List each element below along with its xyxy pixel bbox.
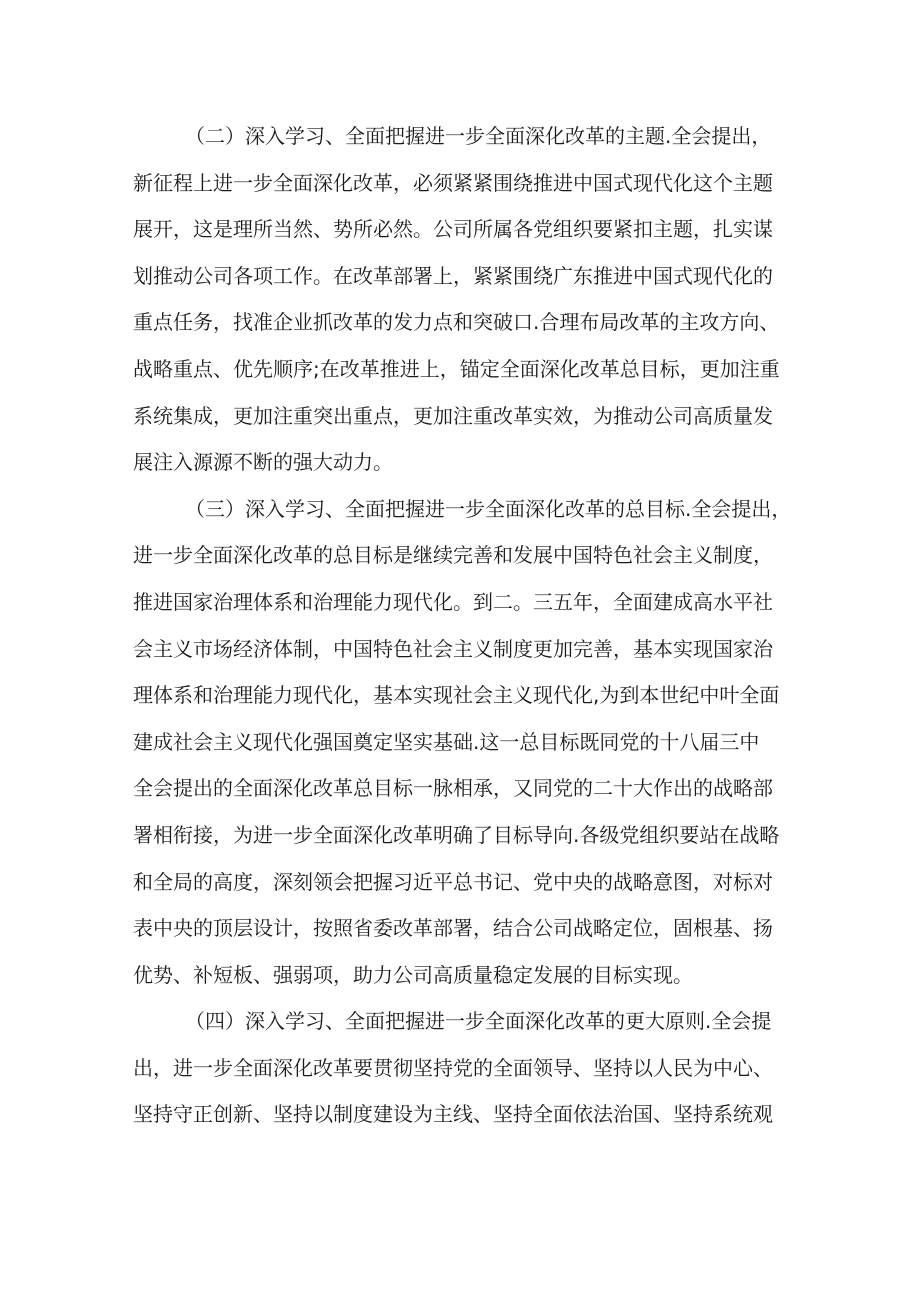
- paragraph-line: 坚持守正创新、坚持以制度建设为主线、坚持全面依法治国、坚持系统观: [133, 1102, 773, 1127]
- paragraph-line: 展注入源源不断的强大动力。: [133, 450, 393, 475]
- paragraph-line: 出，进一步全面深化改革要贯彻坚持党的全面领导、坚持以人民为中心、: [133, 1055, 773, 1080]
- paragraph-line: 会主义市场经济体制，中国特色社会主义制度更加完善，基本实现国家治: [133, 636, 773, 661]
- paragraph-line: 署相衔接，为进一步全面深化改革明确了目标导向.各级党组织要站在战略: [133, 822, 780, 847]
- paragraph-line: 新征程上进一步全面深化改革，必须紧紧围绕推进中国式现代化这个主题: [133, 170, 773, 195]
- paragraph-line: 推进国家治理体系和治理能力现代化。到二。三五年，全面建成高水平社: [133, 589, 773, 614]
- paragraph-line: 进一步全面深化改革的总目标是继续完善和发展中国特色社会主义制度，: [133, 543, 773, 568]
- paragraph-line: 系统集成，更加注重突出重点，更加注重改革实效，为推动公司高质量发: [133, 403, 773, 428]
- paragraph-line: 划推动公司各项工作。在改革部署上，紧紧围绕广东推进中国式现代化的: [133, 263, 773, 288]
- document-body: [133, 113, 793, 1138]
- paragraph-line: 展开，这是理所当然、势所必然。公司所属各党组织要紧扣主题，扎实谋: [133, 217, 773, 242]
- paragraph-2: [133, 113, 793, 486]
- paragraph-line: 优势、补短板、强弱项，助力公司高质量稳定发展的目标实现。: [133, 962, 693, 987]
- paragraph-line: 和全局的高度，深刻领会把握习近平总书记、党中央的战略意图，对标对: [133, 869, 773, 894]
- paragraph-line: 重点任务，找准企业抓改革的发力点和突破口.合理布局改革的主攻方向、: [133, 310, 780, 335]
- paragraph-line: 战略重点、优先顺序;在改革推进上，锚定全面深化改革总目标，更加注重: [133, 356, 780, 381]
- paragraph-line: 全会提出的全面深化改革总目标一脉相承，又同党的二十大作出的战略部: [133, 776, 773, 801]
- paragraph-line: （四）深入学习、全面把握进一步全面深化改革的更大原则.全会提: [185, 1009, 772, 1034]
- paragraph-line: （三）深入学习、全面把握进一步全面深化改革的总目标.全会提出，: [185, 496, 792, 521]
- paragraph-line: 表中央的顶层设计，按照省委改革部署，结合公司战略定位，固根基、扬: [133, 916, 773, 941]
- paragraph-3: [133, 486, 793, 999]
- paragraph-line: 建成社会主义现代化强国奠定坚实基础.这一总目标既同党的十八届三中: [133, 729, 760, 754]
- paragraph-line: 理体系和治理能力现代化，基本实现社会主义现代化,为到本世纪中叶全面: [133, 683, 780, 708]
- paragraph-4: [133, 998, 793, 1138]
- paragraph-line: （二）深入学习、全面把握进一步全面深化改革的主题.全会提出，: [185, 124, 772, 148]
